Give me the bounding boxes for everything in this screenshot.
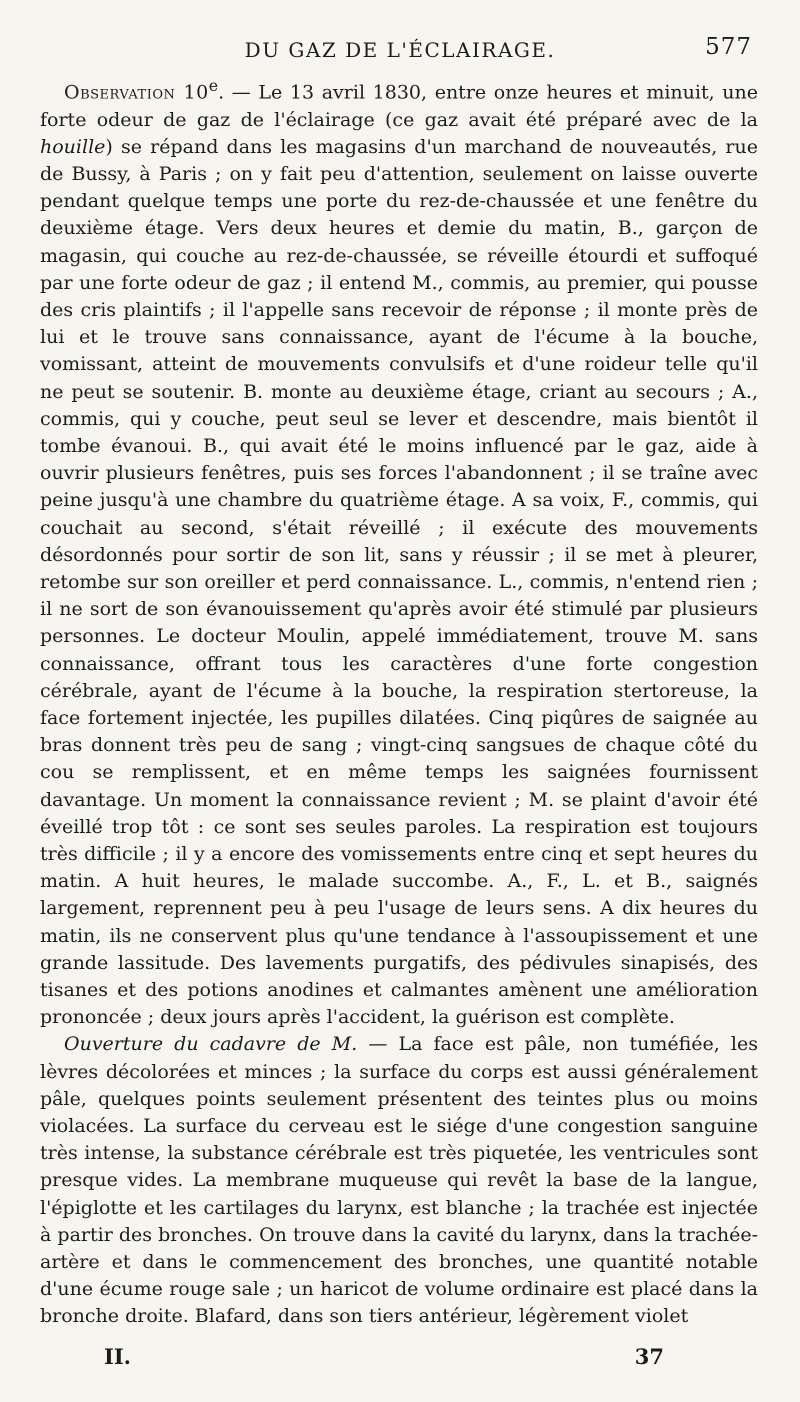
- running-head: [40, 34, 760, 64]
- autopsy-label: Ouverture du cadavre de M.: [64, 1033, 358, 1056]
- page-number: 577: [705, 34, 752, 60]
- running-title: DU GAZ DE L'ÉCLAIRAGE.: [244, 38, 556, 62]
- observation-dash: . —: [218, 81, 259, 104]
- italic-word-houille: houille: [40, 135, 106, 158]
- autopsy-dash: —: [357, 1033, 399, 1056]
- signature-mark: II.: [104, 1344, 131, 1369]
- autopsy-text: La face est pâle, non tuméfiée, les lèvres décolorées et minces ; la surface du corps est aussi généralement pâle, quelques points seulement présentent des teintes plus ou moins violacées. La surface du cerveau est le siége d'une congestion sanguine très intense, la substance cérébrale est très piquetée, les ventricules sont presque vides. La membrane muqueuse qui revêt la base de la langue, l'épiglotte et les cartilages du larynx, est blanche ; la trachée est injectée à partir des bronches. On trouve dans la cavité du larynx, dans la trachée-artère et dans le commencement des bronches, une quantité notable d'une écume rouge sale ; un haricot de volume ordinaire est placé dans la bronche droite. Blafard, dans son tiers antérieur, légèrement violet: [40, 1033, 758, 1328]
- body-text: [40, 72, 758, 1331]
- observation-paragraph: [40, 72, 758, 1031]
- autopsy-paragraph: [40, 1031, 758, 1330]
- folio-number: 37: [634, 1344, 664, 1369]
- page-footer: [104, 1344, 664, 1374]
- observation-label: Observation 10: [64, 81, 209, 104]
- observation-text-b: ) se répand dans les magasins d'un marchand de nouveautés, rue de Bussy, à Paris ; on y fait peu d'attention, seulement on laisse ouverte pendant quelque temps une porte du rez-de-chaussée et une fenêtre du deuxième étage. Vers deux heures et demie du matin, B., garçon de magasin, qui couche au rez-de-chaussée, se réveille étourdi et suffoqué par une forte odeur de gaz ; il entend M., commis, au premier, qui pousse des cris plaintifs ; il l'appelle sans recevoir de réponse ; il monte près de lui et le trouve sans connaissance, ayant de l'écume à la bouche, vomissant, atteint de mouvements convulsifs et d'une roideur telle qu'il ne peut se soutenir. B. monte au deuxième étage, criant au secours ; A., commis, qui y couche, peut seul se lever et descendre, mais bientôt il tombe évanoui. B., qui avait été le moins influencé par le gaz, aide à ouvrir plusieurs fenêtres, puis ses forces l'abandonnent ; il se traîne avec peine jusqu'à une chambre du quatrième étage. A sa voix, F., commis, qui couchait au second, s'était réveillé ; il exécute des mouvements désordonnés pour sortir de son lit, sans y réussir ; il se met à pleurer, retombe sur son oreiller et perd connaissance. L., commis, n'entend rien ; il ne sort de son évanouissement qu'après avoir été stimulé par plusieurs personnes. Le docteur Moulin, appelé immédiatement, trouve M. sans connaissance, offrant tous les caractères d'une forte congestion cérébrale, ayant de l'écume à la bouche, la respiration stertoreuse, la face fortement injectée, les pupilles dilatées. Cinq piqûres de saignée au bras donnent très peu de sang ; vingt-cinq sangsues de chaque côté du cou se remplissent, et en même temps les saignées fournissent davantage. Un moment la connaissance revient ; M. se plaint d'avoir été éveillé trop tôt : ce sont ses seules paroles. La respiration est toujours très difficile ; il y a encore des vomissements entre cinq et sept heures du matin. A huit heures, le malade succombe. A., F., L. et B., saignés largement, reprennent peu à peu l'usage de leurs sens. A dix heures du matin, ils ne conservent plus qu'une tendance à l'assoupissement et une grande lassitude. Des lavements purgatifs, des pédivules sinapisés, des tisanes et des potions anodines et calmantes amènent une amélioration prononcée ; deux jours après l'accident, la guérison est complète.: [40, 135, 758, 1029]
- observation-text-a: Le 13 avril 1830, entre onze heures et minuit, une forte odeur de gaz de l'éclairage (ce gaz avait été préparé avec de la: [40, 81, 758, 131]
- observation-label-sup: e: [208, 76, 219, 95]
